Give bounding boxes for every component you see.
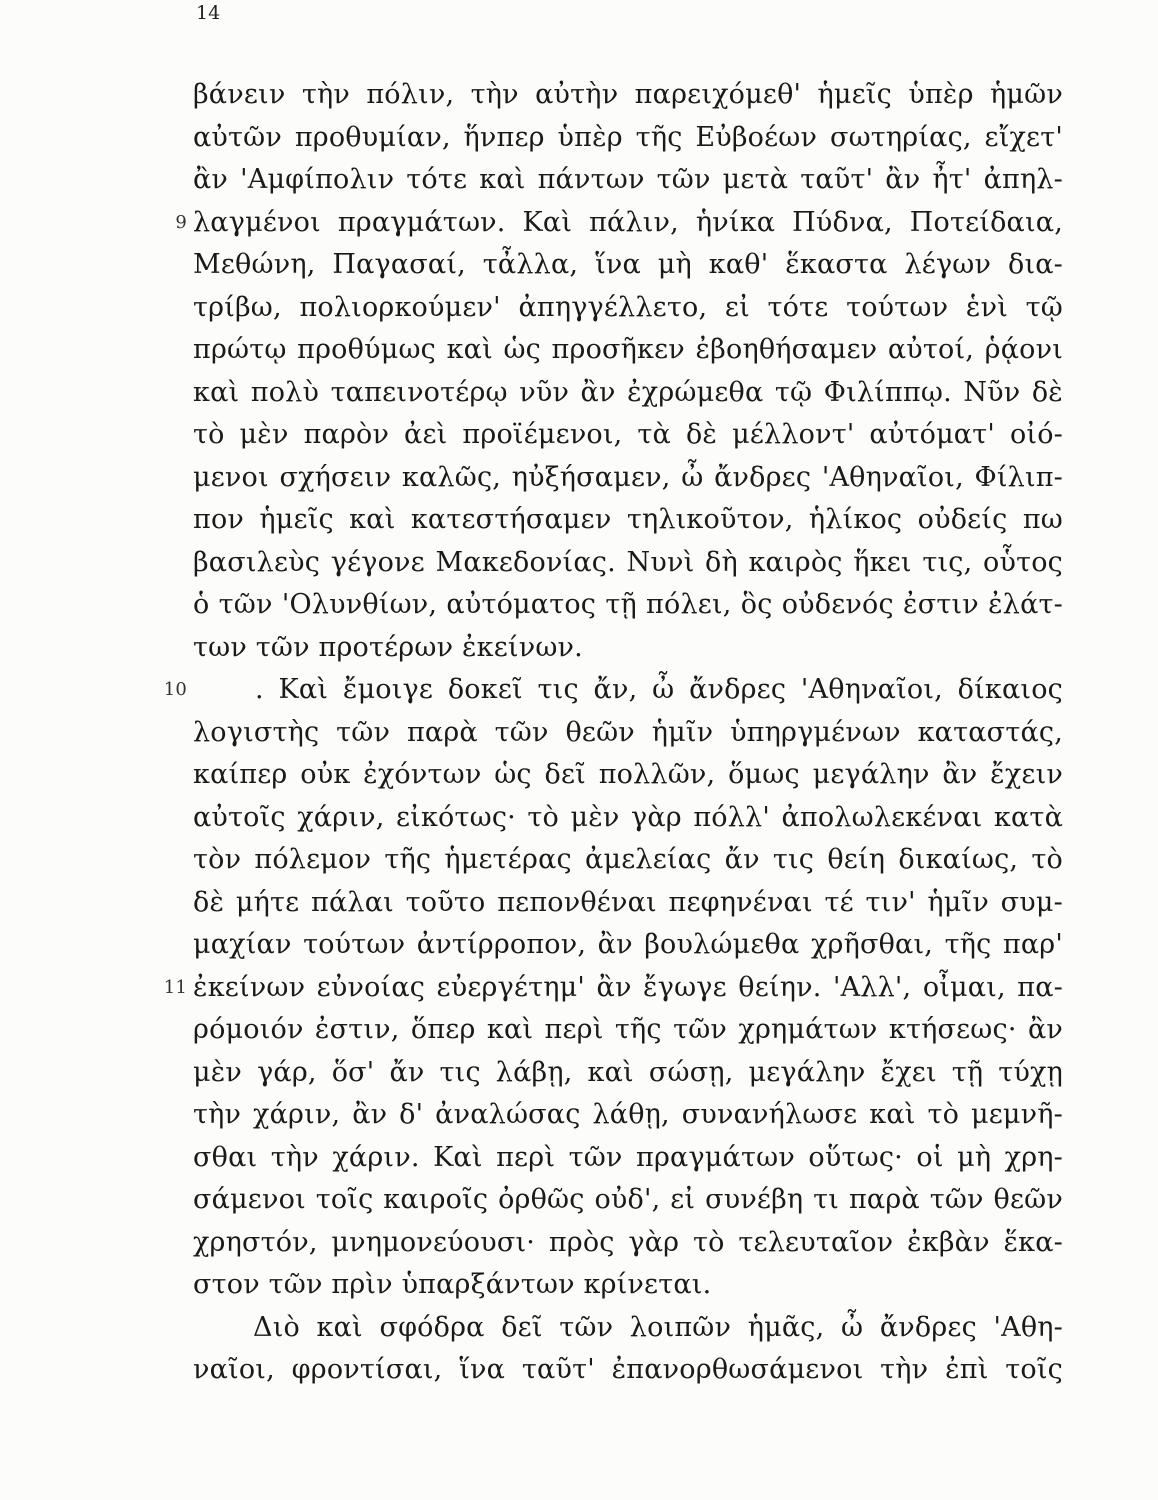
line-text: λογιστὴς τῶν παρὰ τῶν θεῶν ἡμῖν ὑπηργμένων καταστάς, bbox=[193, 716, 1063, 748]
line-text: στον τῶν πρὶν ὑπαρξάντων κρίνεται. bbox=[193, 1269, 712, 1300]
text-line bbox=[193, 1009, 1063, 1052]
line-text: τρίβω, πολιορκούμεν' ἀπηγγέλλετο, εἰ τότε τούτων ἑνὶ τῷ bbox=[193, 291, 1063, 323]
line-text: λαγμένοι πραγμάτων. Καὶ πάλιν, ἡνίκα Πύδνα, Ποτείδαια, bbox=[193, 206, 1063, 238]
text-line bbox=[163, 967, 1063, 1010]
text-line bbox=[193, 159, 1063, 202]
line-text: Διὸ καὶ σφόδρα δεῖ τῶν λοιπῶν ἡμᾶς, ὦ ἄνδρες 'Αθη- bbox=[253, 1311, 1063, 1343]
text-line bbox=[193, 414, 1063, 457]
text-line bbox=[163, 669, 1063, 712]
line-text: σθαι τὴν χάριν. Καὶ περὶ τῶν πραγμάτων οὕτως· οἱ μὴ χρη- bbox=[193, 1141, 1063, 1173]
section-number: 11 bbox=[163, 976, 187, 998]
line-text: αὐτῶν προθυμίαν, ἥνπερ ὑπὲρ τῆς Εὐβοέων σωτηρίας, εἴχετ' bbox=[193, 121, 1063, 153]
text-line bbox=[193, 1137, 1063, 1180]
line-text: των τῶν προτέρων ἐκείνων. bbox=[193, 631, 583, 663]
text-line bbox=[193, 754, 1063, 797]
text-line bbox=[193, 627, 1063, 670]
line-text: μὲν γάρ, ὅσ' ἄν τις λάβῃ, καὶ σώσῃ, μεγάλην ἔχει τῇ τύχῃ bbox=[193, 1056, 1063, 1088]
text-line bbox=[193, 1052, 1063, 1095]
line-text: ρόμοιόν ἐστιν, ὅπερ καὶ περὶ τῆς τῶν χρημάτων κτήσεως· ἂν bbox=[193, 1014, 1063, 1045]
text-line bbox=[193, 117, 1063, 160]
line-text: ἐκείνων εὐνοίας εὐεργέτημ' ἂν ἔγωγε θείην. 'Αλλ', οἶμαι, πα- bbox=[193, 971, 1063, 1003]
line-text: μαχίαν τούτων ἀντίρροπον, ἂν βουλώμεθα χρῆσθαι, τῆς παρ' bbox=[193, 929, 1063, 960]
line-text: . Καὶ ἔμοιγε δοκεῖ τις ἄν, ὦ ἄνδρες 'Αθηναῖοι, δίκαιος bbox=[255, 674, 1063, 705]
text-line bbox=[193, 74, 1063, 117]
text-line bbox=[193, 457, 1063, 500]
section-number: 9 bbox=[175, 211, 187, 233]
text-line bbox=[193, 924, 1063, 967]
line-text: δὲ μήτε πάλαι τοῦτο πεπονθέναι πεφηνέναι τέ τιν' ἡμῖν συμ- bbox=[193, 886, 1063, 918]
text-line bbox=[193, 584, 1063, 627]
line-text: Μεθώνη, Παγασαί, τἆλλα, ἵνα μὴ καθ' ἕκαστα λέγων δια- bbox=[193, 249, 1063, 280]
body-text bbox=[163, 74, 1063, 1392]
text-line bbox=[193, 1264, 1063, 1307]
line-text: καίπερ οὐκ ἐχόντων ὡς δεῖ πολλῶν, ὅμως μεγάλην ἂν ἔχειν bbox=[193, 759, 1063, 790]
section-number: 10 bbox=[163, 679, 187, 700]
text-line bbox=[193, 839, 1063, 882]
line-text: αὐτοῖς χάριν, εἰκότως· τὸ μὲν γὰρ πόλλ' ἀπολωλεκέναι κατὰ bbox=[193, 801, 1063, 833]
text-line bbox=[193, 1349, 1063, 1392]
line-text: πον ἡμεῖς καὶ κατεστήσαμεν τηλικοῦτον, ἡλίκος οὐδείς πω bbox=[193, 504, 1063, 535]
text-line bbox=[193, 1179, 1063, 1222]
text-line bbox=[193, 1307, 1063, 1350]
line-text: σάμενοι τοῖς καιροῖς ὀρθῶς οὐδ', εἰ συνέβη τι παρὰ τῶν θεῶν bbox=[193, 1184, 1063, 1215]
line-text: χρηστόν, μνημονεύουσι· πρὸς γὰρ τὸ τελευταῖον ἐκβὰν ἕκα- bbox=[193, 1226, 1063, 1258]
line-text: πρώτῳ προθύμως καὶ ὡς προσῆκεν ἐβοηθήσαμεν αὐτοί, ῥᾴονι bbox=[193, 334, 1063, 365]
line-text: τὸν πόλεμον τῆς ἡμετέρας ἀμελείας ἄν τις θείη δικαίως, τὸ bbox=[193, 844, 1063, 875]
text-line bbox=[193, 882, 1063, 925]
line-text: βασιλεὺς γέγονε Μακεδονίας. Νυνὶ δὴ καιρὸς ἥκει τις, οὗτος bbox=[193, 546, 1063, 578]
text-line bbox=[193, 372, 1063, 415]
line-text: τὴν χάριν, ἂν δ' ἀναλώσας λάθῃ, συνανήλωσε καὶ τὸ μεμνῆ- bbox=[193, 1099, 1063, 1130]
text-line bbox=[193, 542, 1063, 585]
text-line bbox=[193, 244, 1063, 287]
text-line bbox=[193, 499, 1063, 542]
text-line bbox=[193, 712, 1063, 755]
text-line bbox=[175, 202, 1063, 245]
page-number: 14 bbox=[196, 2, 221, 24]
text-line bbox=[193, 287, 1063, 330]
line-text: ἂν 'Αμφίπολιν τότε καὶ πάντων τῶν μετὰ ταῦτ' ἂν ἦτ' ἀπηλ- bbox=[193, 164, 1063, 195]
text-line bbox=[193, 1222, 1063, 1265]
line-text: ναῖοι, φροντίσαι, ἵνα ταῦτ' ἐπανορθωσάμενοι τὴν ἐπὶ τοῖς bbox=[193, 1354, 1063, 1385]
line-text: βάνειν τὴν πόλιν, τὴν αὐτὴν παρειχόμεθ' ἡμεῖς ὑπὲρ ἡμῶν bbox=[193, 79, 1063, 110]
text-line bbox=[193, 1094, 1063, 1137]
line-text: ὁ τῶν 'Ολυνθίων, αὐτόματος τῇ πόλει, ὃς οὐδενός ἐστιν ἐλάτ- bbox=[193, 589, 1063, 620]
text-line bbox=[193, 329, 1063, 372]
line-text: μενοι σχήσειν καλῶς, ηὐξήσαμεν, ὦ ἄνδρες 'Αθηναῖοι, Φίλιπ- bbox=[193, 461, 1063, 493]
line-text: τὸ μὲν παρὸν ἀεὶ προϊέμενοι, τὰ δὲ μέλλοντ' αὐτόματ' οἰό- bbox=[193, 419, 1063, 450]
text-line bbox=[193, 797, 1063, 840]
line-text: καὶ πολὺ ταπεινοτέρῳ νῦν ἂν ἐχρώμεθα τῷ Φιλίππῳ. Νῦν δὲ bbox=[193, 376, 1063, 408]
